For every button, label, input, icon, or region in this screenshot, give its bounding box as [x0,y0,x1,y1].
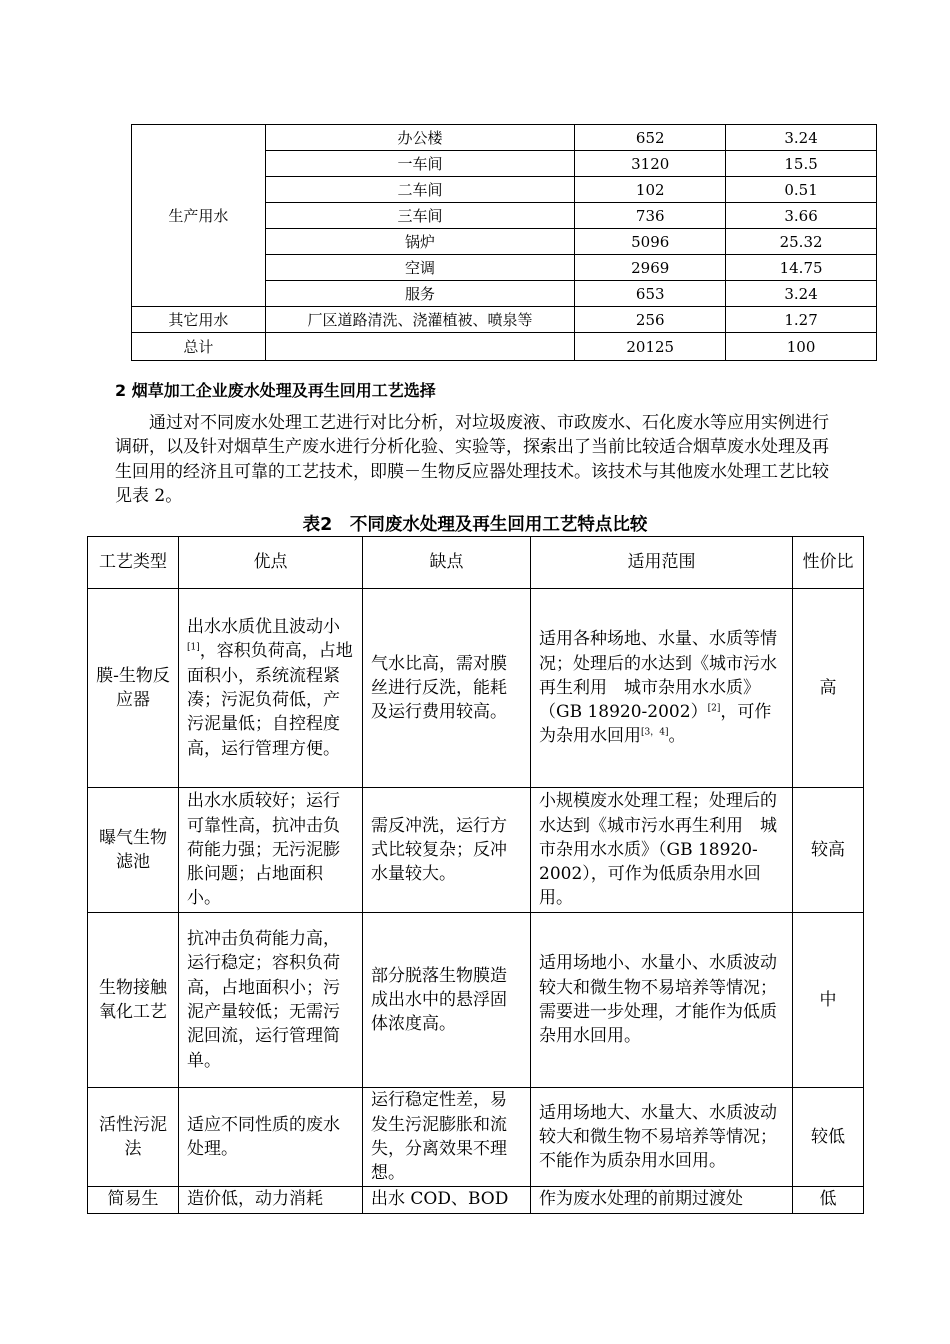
table-row: 生物接触氧化工艺 抗冲击负荷能力高，运行稳定；容积负荷高，占地面积小；污泥产量较低；无需污泥回流，运行管理简单。 部分脱落生物膜造成出水中的悬浮固体浓度高。 适用场地小、水量小、水质波动较大和微生物不易培养等情况；需要进一步处理，才能作为低质杂用水回用。 中 [88,913,864,1088]
scope-cell: 适用各种场地、水量、水质等情况；处理后的水达到《城市污水再生利用 城市杂用水水质》（GB 18920-2002）[2]，可作为杂用水回用[3，4]。 [531,589,793,788]
citation-ref: [3，4] [641,727,669,738]
total-row: 总计 20125 100 [132,333,877,361]
table-row: 空调 2969 14.75 [132,255,877,281]
table-row: 锅炉 5096 25.32 [132,229,877,255]
table-row: 简易生 造价低，动力消耗 出水 COD、BOD 作为废水处理的前期过渡处 低 [88,1187,864,1214]
header-advantages: 优点 [179,537,363,589]
table-header-row [88,537,864,589]
citation-ref: [1] [187,642,200,653]
header-disadvantages: 缺点 [363,537,531,589]
header-scope: 适用范围 [531,537,793,589]
header-process: 工艺类型 [88,537,179,589]
header-cost-ratio: 性价比 [793,537,864,589]
body-paragraph: 通过对不同废水处理工艺进行对比分析，对垃圾废液、市政废水、石化废水等应用实例进行调研，以及针对烟草生产废水进行分析化验、实验等，探索出了当前比较适合烟草废水处理及再生回用的经济且可靠的工艺技术，即膜－生物反应器处理技术。该技术与其他废水处理工艺比较见表 2。 [115,413,829,506]
table-row: 三车间 736 3.66 [132,203,877,229]
section-heading: 2 烟草加工企业废水处理及再生回用工艺选择 [115,381,436,400]
citation-ref: [2] [707,703,721,714]
table-row: 生产用水 办公楼 652 3.24 [132,125,877,151]
table-row: 一车间 3120 15.5 [132,151,877,177]
advantages-cell: 出水水质优且波动小[1]，容积负荷高，占地面积小，系统流程紧凑；污泥负荷低，产污泥量低；自控程度高，运行管理方便。 [179,589,363,788]
process-comparison-table [87,536,864,1214]
water-usage-table [131,124,877,361]
table-row: 膜-生物反应器 出水水质优且波动小[1]，容积负荷高，占地面积小，系统流程紧凑；污泥负荷低，产污泥量低；自控程度高，运行管理方便。 气水比高，需对膜丝进行反洗，能耗及运行费用较高。 适用各种场地、水量、水质等情况；处理后的水达到《城市污水再生利用 城市杂用水水质》（GB 18920-2002）[2]，可作为杂用水回用[3，4]。 高 [88,589,864,788]
prod-water-label: 生产用水 [132,125,266,307]
table-row: 曝气生物滤池 出水水质较好；运行可靠性高，抗冲击负荷能力强；无污泥膨胀问题；占地面积小。 需反冲洗，运行方式比较复杂；反冲水量较大。 小规模废水处理工程；处理后的水达到《城市污水再生利用 城市杂用水水质》（GB 18920-2002），可作为低质杂用水回用。 较高 [88,788,864,913]
table-row: 其它用水 厂区道路清洗、浇灌植被、喷泉等 256 1.27 [132,307,877,333]
table-row: 二车间 102 0.51 [132,177,877,203]
table-row: 服务 653 3.24 [132,281,877,307]
table-caption: 表2 不同废水处理及再生回用工艺特点比较 [302,515,648,535]
table-row: 活性污泥法 适应不同性质的废水处理。 运行稳定性差，易发生污泥膨胀和流失，分离效果不理想。 适用场地大、水量大、水质波动较大和微生物不易培养等情况；不能作为质杂用水回用。 较低 [88,1088,864,1187]
